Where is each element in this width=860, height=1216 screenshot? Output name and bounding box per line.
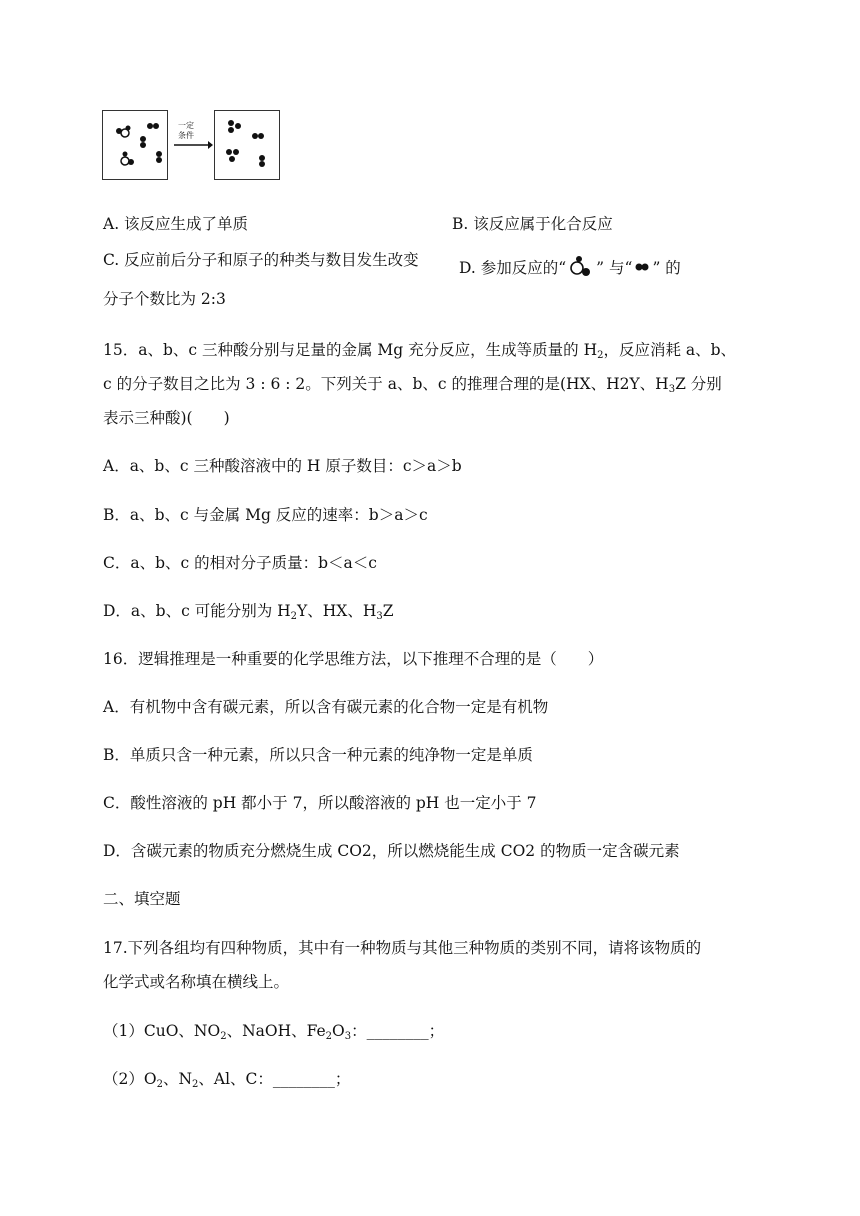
q15-stem-text: 15．a、b、c 三种酸分别与足量的金属 Mg 充分反应，生成等质量的 H	[103, 341, 598, 359]
q15-stem-line1	[103, 343, 736, 359]
subscript: 2	[220, 1031, 227, 1042]
q15-option-b: B．a、b、c 与金属 Mg 反应的速率：b＞a＞c	[103, 506, 428, 524]
q15-option-d	[103, 604, 394, 620]
q17-stem-line1: 17.下列各组均有四种物质，其中有一种物质与其他三种物质的类别不同，请将该物质的	[103, 939, 702, 957]
subscript: 2	[156, 1079, 163, 1090]
triangle-molecule-icon	[566, 253, 596, 285]
condition-label-top: 一定	[178, 121, 194, 130]
q16-stem: 16．逻辑推理是一种重要的化学思维方法，以下推理不合理的是（ ）	[103, 650, 604, 668]
product-molecules	[215, 111, 281, 181]
q14-option-c: C. 反应前后分子和原子的种类与数目发生改变	[103, 251, 419, 269]
reactant-molecules	[103, 111, 169, 181]
section-title: 二、填空题	[103, 890, 181, 908]
subscript: 3	[668, 384, 676, 395]
q17-stem-line2: 化学式或名称填在横线上。	[103, 973, 290, 991]
q17-item1-answer-blank[interactable]: ：________；	[351, 1022, 445, 1040]
q17-item2-answer-blank[interactable]: 、Al、C：________；	[198, 1070, 351, 1088]
q16-option-c: C．酸性溶液的 pH 都小于 7，所以酸溶液的 pH 也一定小于 7	[103, 794, 537, 812]
q15-option-c: C．a、b、c 的相对分子质量：b＜a＜c	[103, 554, 377, 572]
q17-item2-text: （2）O	[103, 1070, 157, 1088]
q15-option-d-text: Y、HX、H	[297, 602, 377, 620]
q15-stem-text: Z 分别	[675, 375, 722, 393]
after-reaction-box	[214, 110, 280, 180]
q17-item1-text: 、NaOH、Fe	[226, 1022, 326, 1040]
q14-option-d-suffix: ” 的	[652, 258, 681, 277]
q15-option-d-text: D．a、b、c 可能分别为 H	[103, 602, 291, 620]
q17-item1-text: O	[332, 1022, 345, 1040]
q16-option-d: D．含碳元素的物质充分燃烧生成 CO2，所以燃烧能生成 CO2 的物质一定含碳元素	[103, 842, 680, 860]
q17-item2-text: 、N	[162, 1070, 193, 1088]
q15-stem-line3: 表示三种酸)( )	[103, 409, 230, 427]
q14-option-d	[459, 253, 681, 285]
q17-item2	[103, 1072, 350, 1088]
q17-item1-text: （1）CuO、NO	[103, 1022, 221, 1040]
q14-option-d-mid: ” 与“	[596, 258, 633, 277]
diatomic-molecule-icon	[632, 260, 652, 278]
subscript: 3	[344, 1031, 352, 1042]
reaction-diagram	[102, 110, 282, 184]
q14-option-d-prefix: D. 参加反应的“	[459, 258, 567, 277]
subscript: 2	[290, 611, 298, 622]
q15-stem-line2	[103, 377, 722, 393]
before-reaction-box	[102, 110, 168, 180]
q15-option-a: A．a、b、c 三种酸溶液中的 H 原子数目：c＞a＞b	[103, 457, 462, 475]
q15-stem-text: c 的分子数目之比为 3 : 6 : 2。下列关于 a、b、c 的推理合理的是(HX、H2Y、H	[103, 375, 669, 393]
subscript: 3	[376, 611, 383, 622]
arrow-icon	[172, 140, 214, 150]
q17-item1	[103, 1024, 444, 1040]
q16-option-b: B．单质只含一种元素，所以只含一种元素的纯净物一定是单质	[103, 746, 533, 764]
q14-option-a: A. 该反应生成了单质	[103, 215, 249, 233]
q14-option-d-line2: 分子个数比为 2:3	[103, 290, 226, 308]
subscript: 2	[325, 1031, 333, 1042]
subscript: 2	[597, 350, 604, 361]
q15-stem-text: ，反应消耗 a、b、	[603, 341, 737, 359]
q14-option-b: B. 该反应属于化合反应	[452, 215, 613, 233]
q15-option-d-text: Z	[382, 602, 394, 620]
q16-option-a: A．有机物中含有碳元素，所以含有碳元素的化合物一定是有机物	[103, 698, 549, 716]
subscript: 2	[192, 1079, 199, 1090]
condition-label-bottom: 条件	[178, 131, 194, 140]
